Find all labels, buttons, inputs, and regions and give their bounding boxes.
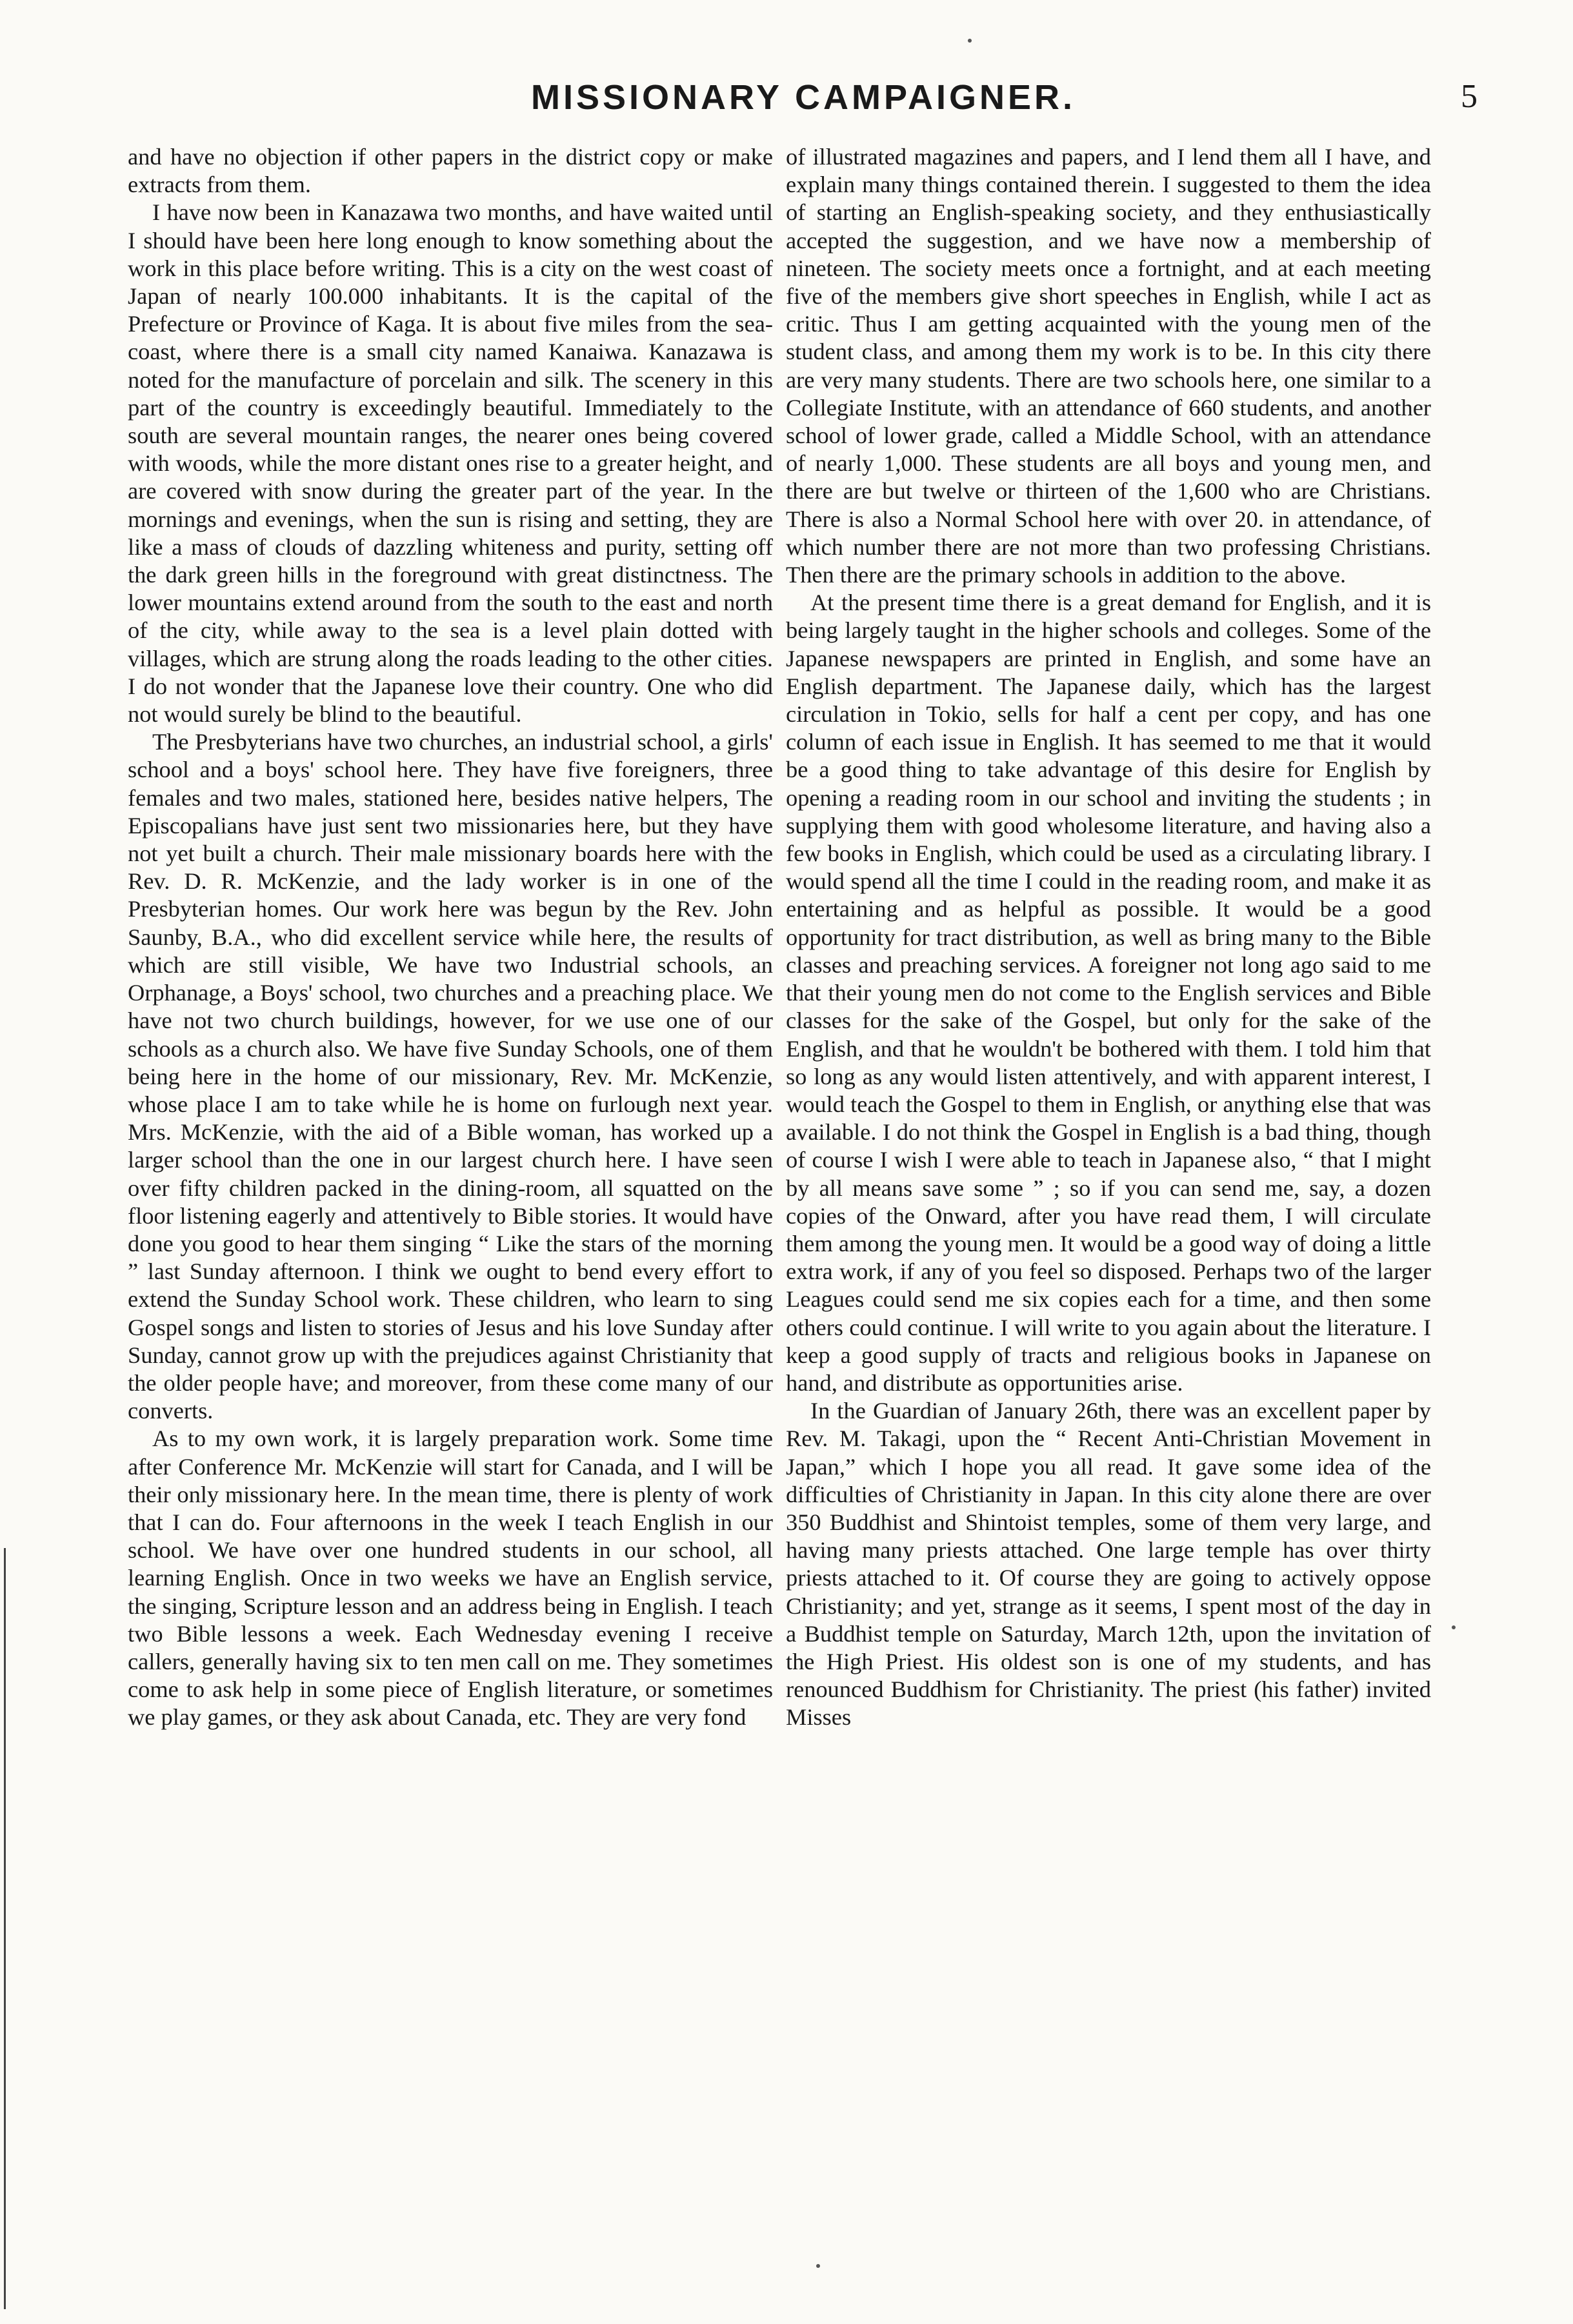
paragraph: In the Guardian of January 26th, there was an excellent paper by Rev. M. Takagi, upon the “ Recent Anti-Christian Movement in Japan,” which I hope you all read. It gave some idea of the difficulties of Christianity in Japan. In this city alone there are over 350 Buddhist and Shintoist temples, some of them very large, and having many priests attached. One large temple has over thirty priests attached to it. Of course they are going to actively oppose Christianity; and yet, strange as it seems, I spent most of the day in a Buddhist temple on Saturday, March 12th, upon the invitation of the High Priest. His oldest son is one of my students, and has renounced Buddhism for Christianity. The priest (his father) invited Misses [786,1398,1431,1731]
speck-mark [816,2264,820,2268]
running-title: MISSIONARY CAMPAIGNER. [530,78,1076,117]
speck-mark [968,39,972,43]
paragraph: I have now been in Kanazawa two months, and have waited until I should have been here long enough to know something about the work in this place before writing. This is a city on the west coast of Japan of nearly 100.000 inhabitants. It is the capital of the Prefecture or Province of Kaga. It is about five miles from the sea-coast, where there is a small city named Kanaiwa. Kanazawa is noted for the manufacture of porcelain and silk. The scenery in this part of the country is exceedingly beautiful. Immediately to the south are several mountain ranges, the nearer ones being covered with woods, while the more distant ones rise to a greater height, and are covered with snow during the greater part of the year. In the mornings and evenings, when the sun is rising and setting, they are like a mass of clouds of dazzling whiteness and purity, setting off the dark green hills in the foreground with great distinctness. The lower mountains extend around from the south to the east and north of the city, while away to the sea is a level plain dotted with villages, which are strung along the roads leading to the other cities. I do not wonder that the Japanese love their country. One who did not would surely be blind to the beautiful. [128,199,773,728]
paragraph: As to my own work, it is largely preparation work. Some time after Conference Mr. McKenzie will start for Canada, and I will be their only missionary here. In the mean time, there is plenty of work that I can do. Four afternoons in the week I teach English in our school. We have over one hundred students in our school, all learning English. Once in two weeks we have an English service, the singing, Scripture lesson and an address being in English. I teach two Bible lessons a week. Each Wednesday evening I receive callers, generally having six to ten men call on me. They sometimes come to ask help in some piece of English literature, or sometimes we play games, or they ask about Canada, etc. They are very fond [128,1425,773,1731]
right-column [786,143,1431,2285]
paragraph: The Presbyterians have two churches, an industrial school, a girls' school and a boys' school here. They have five foreigners, three females and two males, stationed here, besides native helpers, The Episcopalians have just sent two missionaries here, but they have not yet built a church. Their male missionary boards here with the Rev. D. R. McKenzie, and the lady worker is in one of the Presbyterian homes. Our work here was begun by the Rev. John Saunby, B.A., who did excellent service while here, the results of which are still visible, We have two Industrial schools, an Orphanage, a Boys' school, two churches and a preaching place. We have not two church buildings, however, for we use one of our schools as a church also. We have five Sunday Schools, one of them being here in the home of our missionary, Rev. Mr. McKenzie, whose place I am to take while he is home on furlough next year. Mrs. McKenzie, with the aid of a Bible woman, has worked up a larger school than the one in our largest church here. I have seen over fifty children packed in the dining-room, all squatted on the floor listening eagerly and attentively to Bible stories. It would have done you good to hear them singing “ Like the stars of the morning ” last Sunday afternoon. I think we ought to bend every effort to extend the Sunday School work. These children, who learn to sing Gospel songs and listen to stories of Jesus and his love Sunday after Sunday, cannot grow up with the prejudices against Christianity that the older people have; and moreover, from these come many of our converts. [128,729,773,1424]
paragraph: and have no objection if other papers in the district copy or make extracts from them. [128,144,773,198]
left-column [128,143,773,2285]
paragraph: At the present time there is a great demand for English, and it is being largely taught in the higher schools and colleges. Some of the Japanese newspapers are printed in English, and some have an English department. The Japanese daily, which has the largest circulation in Tokio, sells for half a cent per copy, and has one column of each issue in English. It has seemed to me that it would be a good thing to take advantage of this desire for English by opening a reading room in our school and inviting the students ; in supplying them with good wholesome literature, and having also a few books in English, which could be used as a circulating library. I would spend all the time I could in the reading room, and make it as entertaining and as helpful as possible. It would be a good opportunity for tract distribution, as well as bring many to the Bible classes and preaching services. A foreigner not long ago said to me that their young men do not come to the English services and Bible classes for the sake of the Gospel, but only for the sake of the English, and that he wouldn't be bothered with them. I told him that so long as any would listen attentively, and with apparent interest, I would teach the Gospel to them in English, or anything else that was available. I do not think the Gospel in English is a bad thing, though of course I wish I were able to teach in Japanese also, “ that I might by all means save some ” ; so if you can send me, say, a dozen copies of the Onward, after you have read them, I will circulate them among the young men. It would be a good way of doing a little extra work, if any of you feel so disposed. Perhaps two of the larger Leagues could send me six copies each for a time, and then some others could continue. I will write to you again about the literature. I keep a good supply of tracts and religious books in Japanese on hand, and distribute as opportunities arise. [786,590,1431,1396]
binding-edge-line [4,1548,6,2309]
speck-mark [1452,1625,1456,1629]
page-number: 5 [1461,78,1478,115]
paragraph: of illustrated magazines and papers, and I lend them all I have, and explain many things contained therein. I suggested to them the idea of starting an English-speaking society, and they enthusiastically accepted the suggestion, and we have now a membership of nineteen. The society meets once a fortnight, and at each meeting five of the members give short speeches in English, while I act as critic. Thus I am getting acquainted with the young men of the student class, and among them my work is to be. In this city there are very many students. There are two schools here, one similar to a Collegiate Institute, with an attendance of 660 students, and another school of lower grade, called a Middle School, with an attendance of nearly 1,000. These students are all boys and young men, and there are but twelve or thirteen of the 1,600 who are Christians. There is also a Normal School here with over 20. in attendance, of which number there are not more than two professing Christians. Then there are the primary schools in addition to the above. [786,144,1431,588]
page-header [129,71,1478,129]
